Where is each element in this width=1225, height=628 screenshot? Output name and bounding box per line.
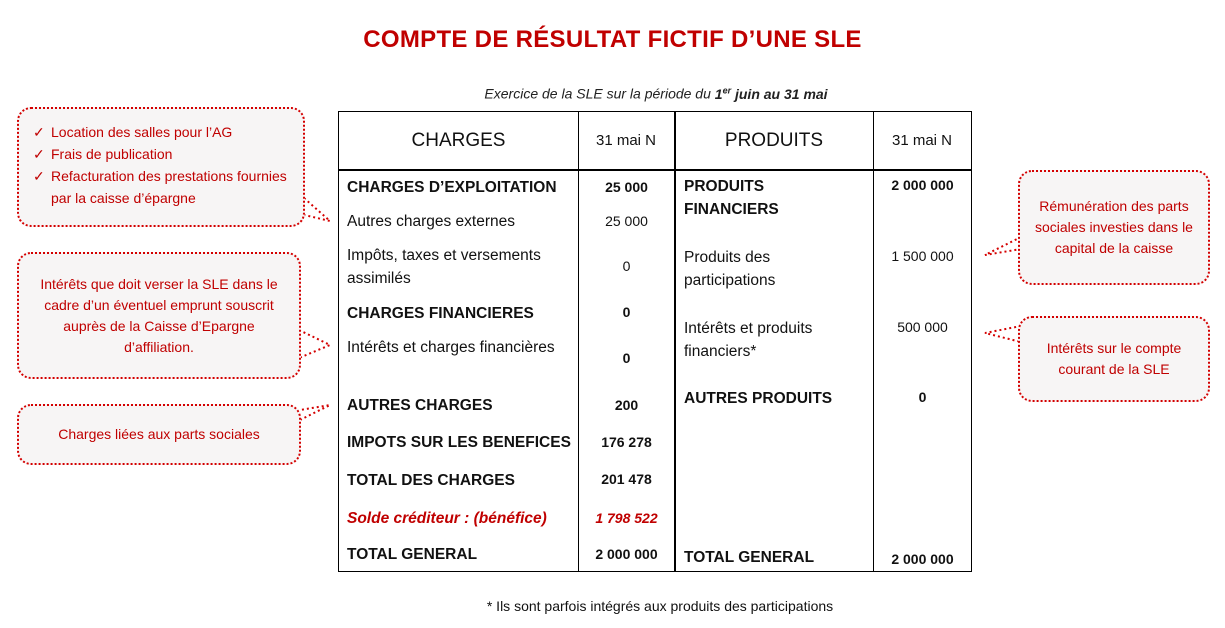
callout-remuneration-parts: Rémunération des parts sociales investies dans le capital de la caisse: [1018, 170, 1210, 285]
autres-charges-value: 200: [614, 397, 639, 413]
subtitle-suffix: juin au 31 mai: [731, 85, 828, 102]
list-item-text: Location des salles pour l’AG: [51, 124, 233, 140]
impots-taxes-value: 0: [622, 258, 631, 274]
produits-participations-label: Produits des participations: [684, 249, 776, 289]
solde-crediteur-value: 1 798 522: [595, 510, 658, 526]
footnote: * Ils sont parfois intégrés aux produits des participations: [486, 598, 834, 614]
callout-external-charges: [17, 107, 305, 227]
interets-produits-value: 500 000: [897, 319, 948, 335]
total-charges-label: TOTAL DES CHARGES: [347, 472, 515, 489]
total-general-produits-label: TOTAL GENERAL: [684, 549, 815, 566]
list-item-text: Frais de publication: [51, 146, 173, 162]
interets-produits-label: Intérêts et produits financiers*: [684, 320, 813, 360]
income-statement-table: [338, 111, 972, 572]
list-item-text: Refacturation des prestations fournies par la caisse d’épargne: [51, 168, 287, 206]
col-divider-middle: [674, 112, 676, 571]
list-item: [33, 143, 295, 165]
header-produits-date: 31 mai N: [891, 132, 953, 149]
impots-benefices-value: 176 278: [601, 434, 652, 450]
autres-charges-externes-label: Autres charges externes: [347, 213, 516, 230]
header-charges: CHARGES: [411, 129, 506, 151]
page-title: COMPTE DE RÉSULTAT FICTIF D’UNE SLE: [363, 26, 862, 53]
autres-produits-label: AUTRES PRODUITS: [684, 390, 833, 407]
autres-charges-label: AUTRES CHARGES: [347, 397, 493, 414]
total-general-charges-value: 2 000 000: [595, 546, 658, 562]
autres-produits-value: 0: [918, 389, 927, 405]
charges-exploitation-label: CHARGES D’EXPLOITATION: [347, 179, 557, 196]
callout-interets-emprunt: Intérêts que doit verser la SLE dans le cadre d’un éventuel emprunt souscrit auprès de la Caisse d’Epargne d’affiliation.: [17, 252, 301, 379]
callout-charges-parts-sociales: Charges liées aux parts sociales: [17, 404, 301, 465]
list-item: [33, 165, 295, 209]
impots-taxes-label: Impôts, taxes et versements assimilés: [347, 247, 541, 287]
check-mark-icon: ✓: [33, 168, 45, 184]
subtitle-sup: er: [722, 85, 732, 95]
produits-participations-value: 1 500 000: [891, 248, 954, 264]
subtitle-prefix: Exercice de la SLE sur la période du: [484, 85, 715, 102]
header-charges-date: 31 mai N: [595, 132, 657, 149]
header-produits: PRODUITS: [724, 129, 824, 151]
produits-financiers-value: 2 000 000: [891, 177, 954, 193]
charges-exploitation-value: 25 000: [605, 179, 648, 195]
period-subtitle: [338, 85, 974, 102]
subtitle-day: 1: [714, 85, 723, 102]
list-item: [33, 121, 295, 143]
external-charges-list: [19, 109, 303, 209]
check-mark-icon: ✓: [33, 146, 45, 162]
charges-financieres-label: CHARGES FINANCIERES: [347, 305, 534, 322]
produits-financiers-label: PRODUITS FINANCIERS: [684, 178, 779, 218]
header-divider: [339, 169, 971, 171]
total-general-charges-label: TOTAL GENERAL: [347, 546, 478, 563]
charges-financieres-value: 0: [622, 304, 631, 320]
autres-charges-externes-value: 25 000: [605, 213, 648, 229]
total-charges-value: 201 478: [601, 471, 652, 487]
solde-crediteur-label: Solde créditeur : (bénéfice): [347, 510, 547, 527]
interets-charges-label: Intérêts et charges financières: [347, 339, 555, 356]
total-general-produits-value: 2 000 000: [891, 551, 954, 567]
interets-charges-value: 0: [622, 350, 631, 366]
impots-benefices-label: IMPOTS SUR LES BENEFICES: [347, 434, 571, 451]
check-mark-icon: ✓: [33, 124, 45, 140]
callout-interets-compte-courant: Intérêts sur le compte courant de la SLE: [1018, 316, 1210, 402]
